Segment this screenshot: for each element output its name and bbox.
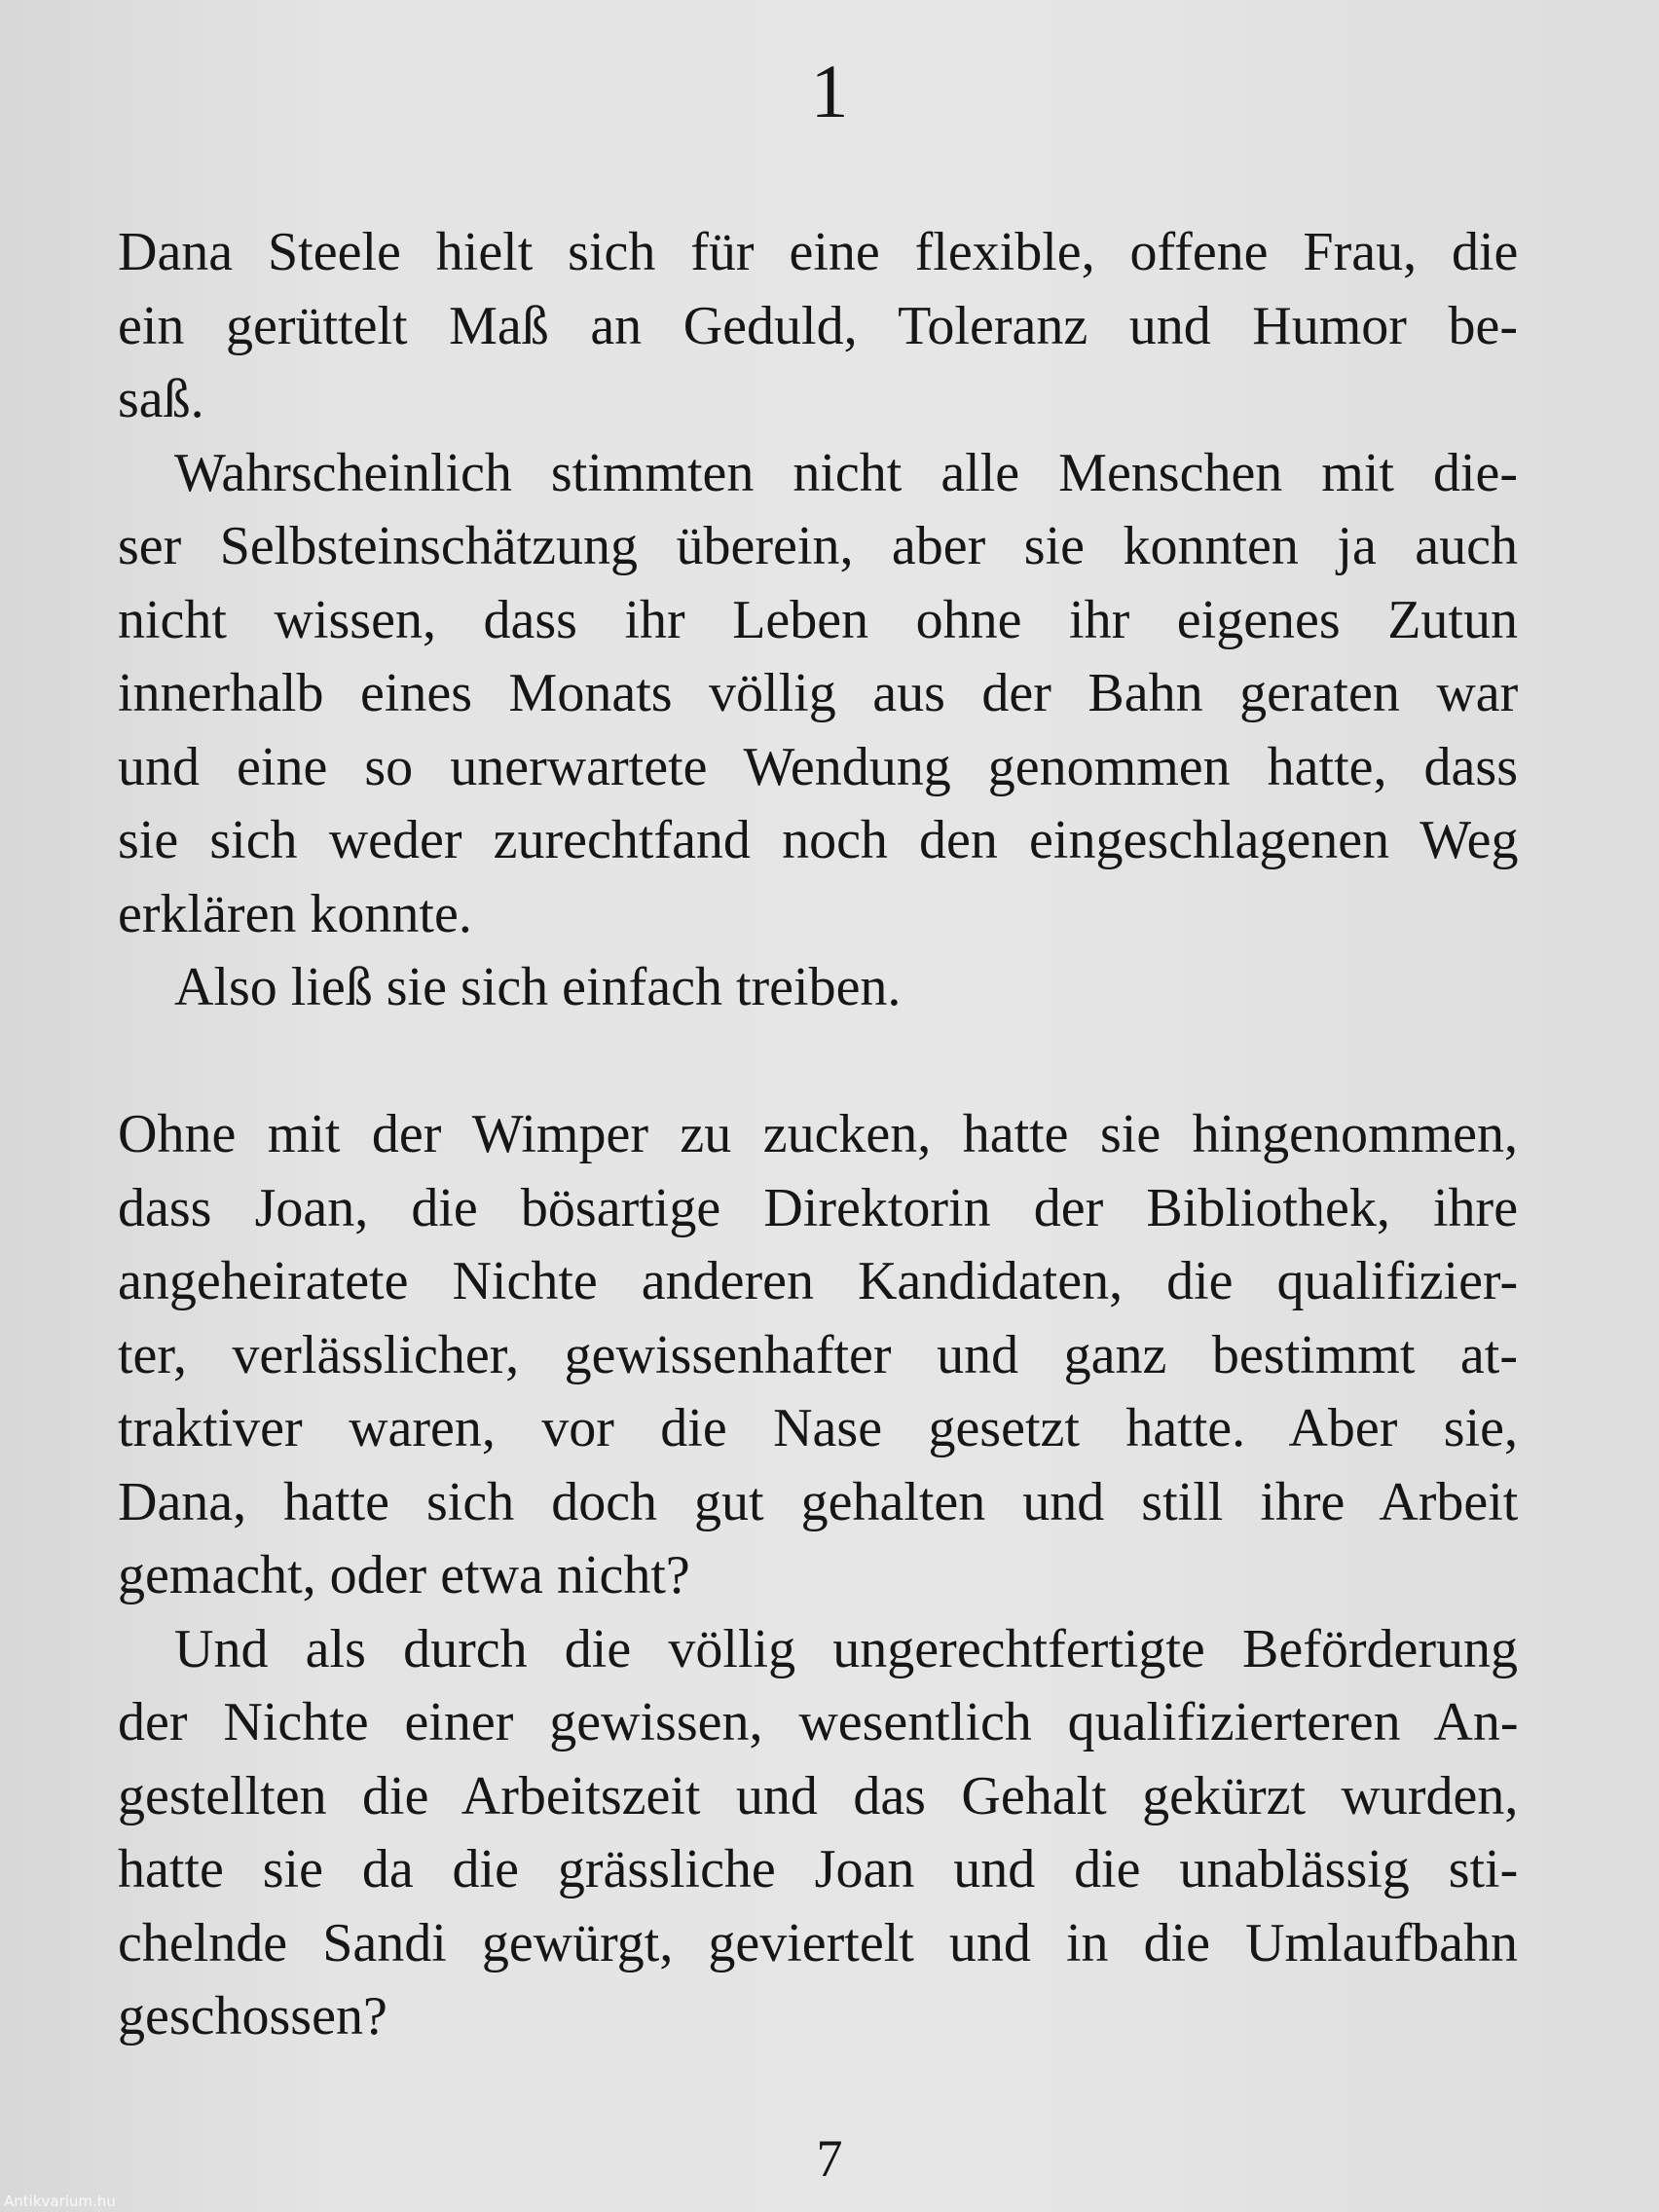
text-line: Wahrscheinlich stimmten nicht alle Menschen mit die- xyxy=(174,442,1519,503)
text-line: saß. xyxy=(118,369,204,429)
text-line: dass Joan, die bösartige Direktorin der Bibliothek, ihre xyxy=(118,1177,1519,1238)
text-line: der Nichte einer gewissen, wesentlich qualifizierteren An- xyxy=(118,1692,1519,1752)
chapter-number: 1 xyxy=(810,49,849,133)
text-line: Dana Steele hielt sich für eine flexible, offene Frau, die xyxy=(118,222,1519,282)
text-line: erklären konnte. xyxy=(118,883,472,944)
text-line: chelnde Sandi gewürgt, geviertelt und in die Umlaufbahn xyxy=(118,1912,1518,1973)
watermark: Antikvarium.hu xyxy=(4,2193,116,2210)
text-line: nicht wissen, dass ihr Leben ohne ihr eigenes Zutun xyxy=(118,589,1518,650)
section-break xyxy=(118,1025,1518,1099)
body-text xyxy=(118,216,1518,2054)
text-line: hatte sie da die grässliche Joan und die unablässig sti- xyxy=(118,1839,1519,1899)
text-line: ser Selbsteinschätzung überein, aber sie konnten ja auch xyxy=(118,516,1518,576)
text-line: Also ließ sie sich einfach treiben. xyxy=(174,957,902,1017)
text-line: ter, verlässlicher, gewissenhafter und ganz bestimmt at- xyxy=(118,1324,1518,1385)
text-line: innerhalb eines Monats völlig aus der Bahn geraten war xyxy=(118,663,1519,723)
text-line: gemacht, oder etwa nicht? xyxy=(118,1545,690,1605)
text-line: traktiver waren, vor die Nase gesetzt hatte. Aber sie, xyxy=(118,1398,1518,1458)
text-line: ein gerüttelt Maß an Geduld, Toleranz und Humor be- xyxy=(118,295,1518,356)
text-line: Und als durch die völlig ungerechtfertigte Beförderung xyxy=(174,1618,1518,1679)
text-line: angeheiratete Nichte anderen Kandidaten, die qualifizier- xyxy=(118,1251,1519,1311)
text-line: Dana, hatte sich doch gut gehalten und still ihre Arbeit xyxy=(118,1471,1519,1532)
page-number: 7 xyxy=(816,2129,843,2188)
text-line: gestellten die Arbeitszeit und das Gehalt gekürzt wurden, xyxy=(118,1765,1519,1826)
text-line: sie sich weder zurechtfand noch den eingeschlagenen Weg xyxy=(118,810,1519,870)
text-line: geschossen? xyxy=(118,1986,387,2046)
text-line: und eine so unerwartete Wendung genommen hatte, dass xyxy=(118,736,1518,797)
text-line: Ohne mit der Wimper zu zucken, hatte sie hingenommen, xyxy=(118,1104,1518,1164)
